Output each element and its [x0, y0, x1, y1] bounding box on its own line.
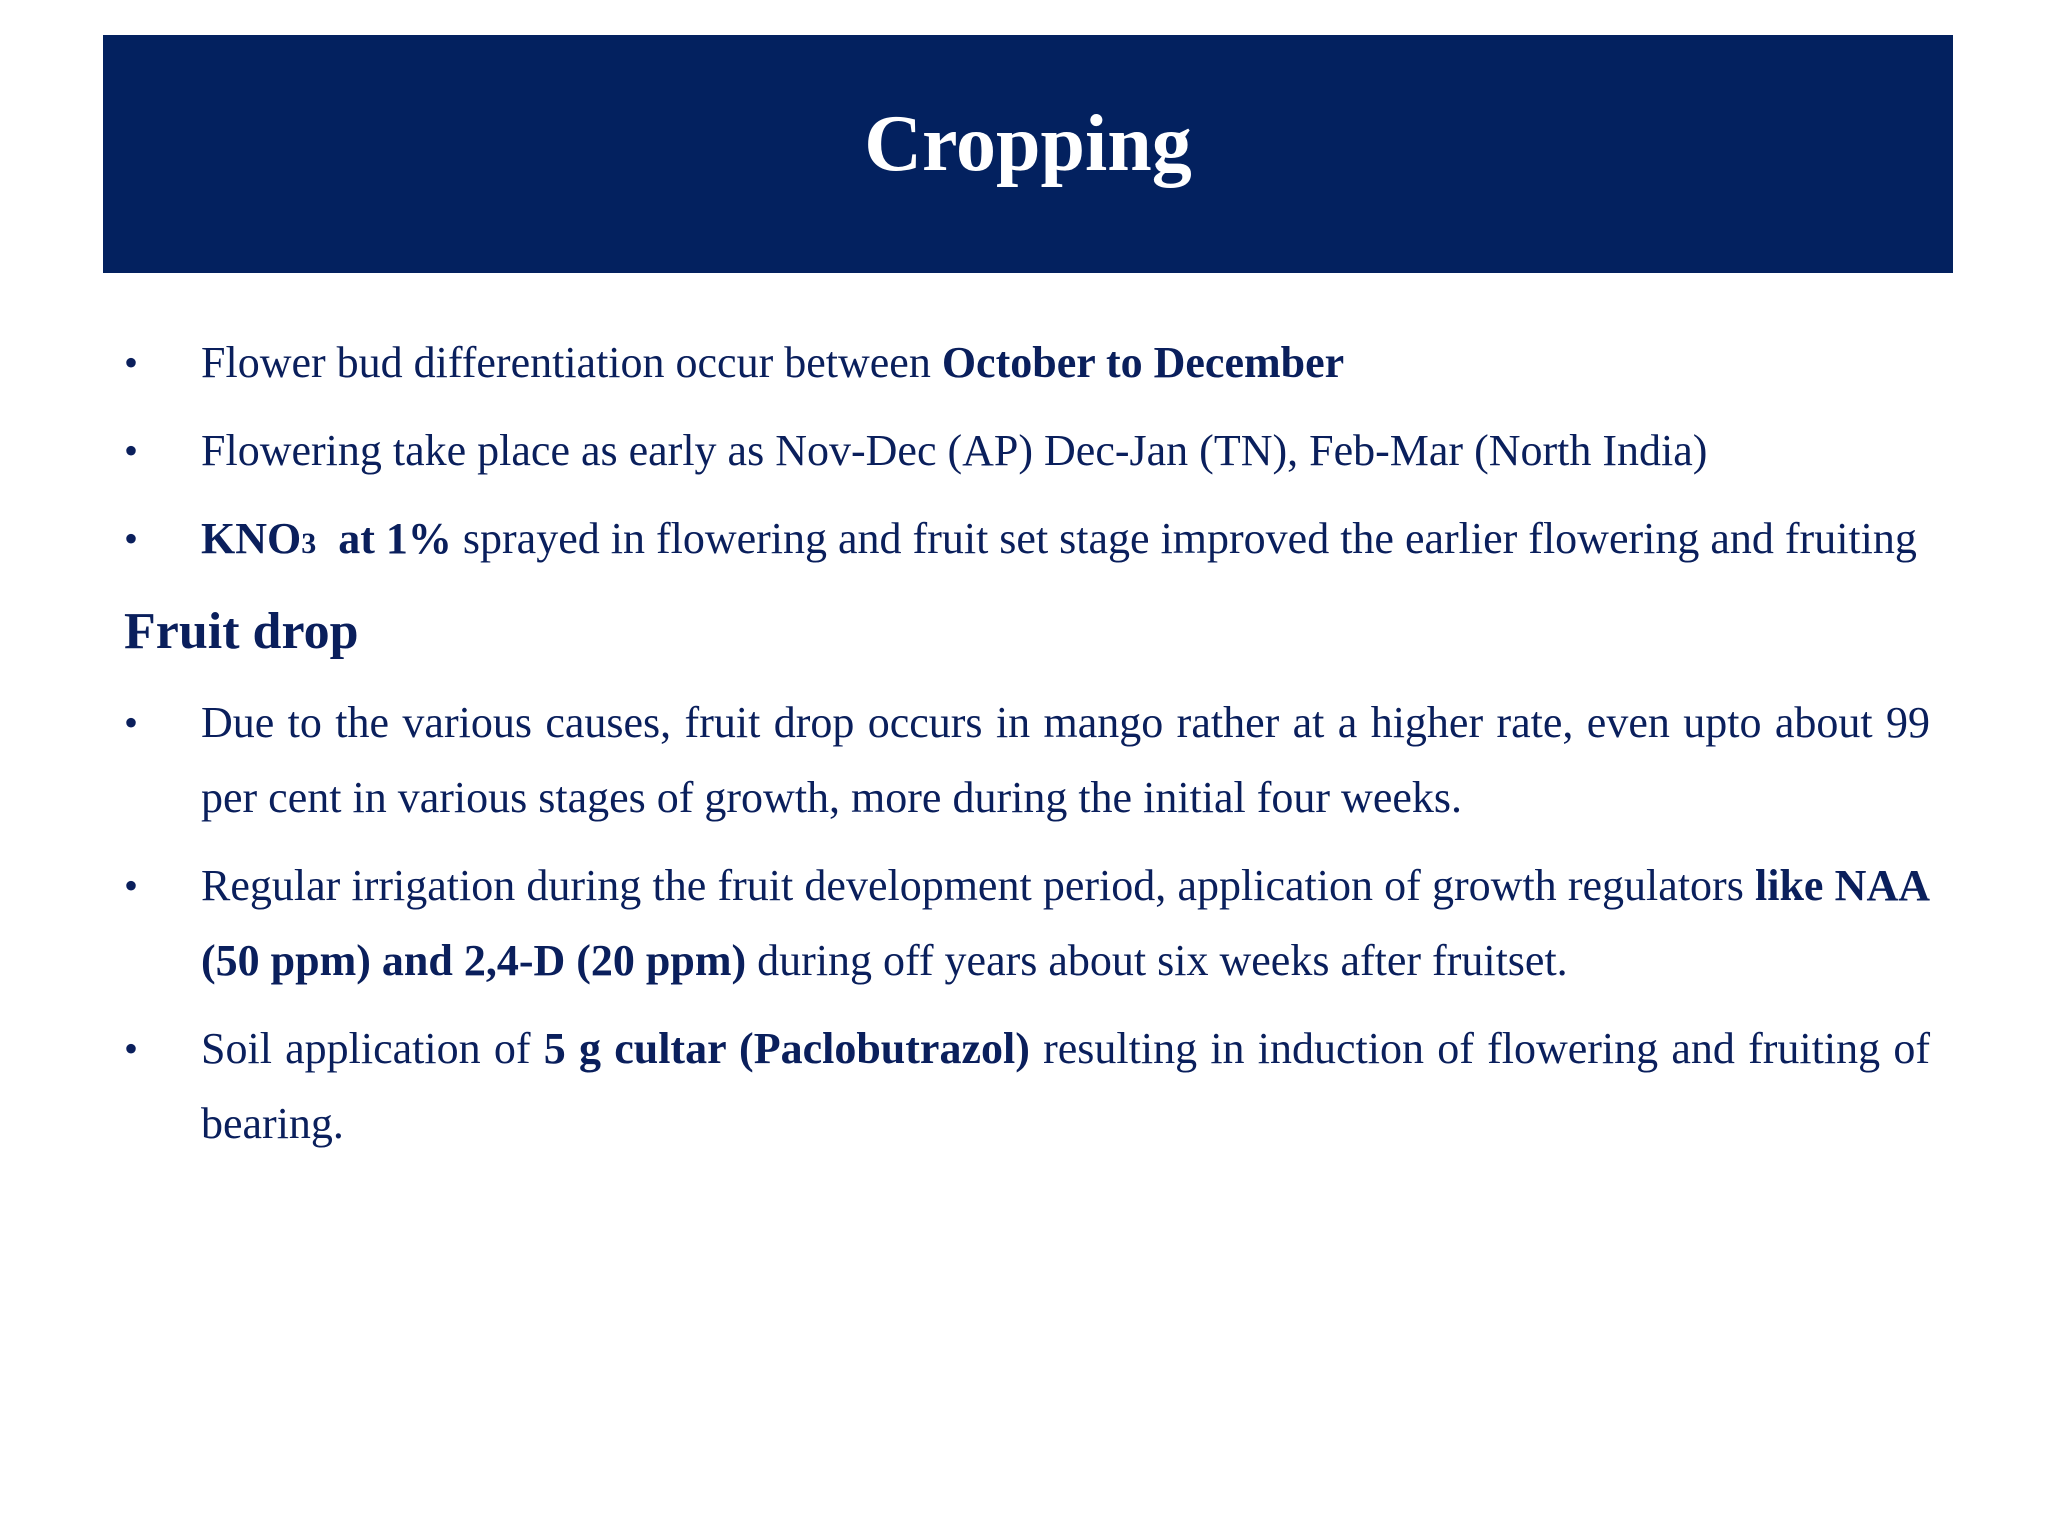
fruit-drop-bullet-3: [124, 1011, 1930, 1161]
slide-content: [124, 325, 1930, 1174]
bullet-text: Regular irrigation during the fruit development period, application of growth regulators: [201, 861, 1756, 910]
bullet-text: sprayed in flowering and fruit set stage improved the earlier flowering and fruiting: [451, 514, 1917, 563]
bullet-text: Flower bud differentiation occur between: [201, 338, 942, 387]
bullet-bold-text: 5 g cultar (Paclobutrazol): [543, 1024, 1030, 1073]
fruit-drop-bullet-2: [124, 848, 1930, 998]
cropping-bullet-2: [124, 413, 1930, 488]
bullet-bold-text: like NAA (50 ppm) and 2,4-D (20 ppm): [201, 861, 1930, 985]
concentration: at 1%: [338, 514, 452, 563]
fruit-drop-heading: Fruit drop: [124, 603, 359, 660]
title-bar: [103, 35, 1953, 273]
bullet-text: Due to the various causes, fruit drop occurs in mango rather at a higher rate, even upto about 99 per cent in various stages of growth, more during the initial four weeks.: [201, 698, 1930, 822]
formula-subscript: 3: [301, 527, 317, 560]
bullet-text: Soil application of: [201, 1024, 544, 1073]
cropping-list: [124, 325, 1930, 581]
bullet-text: Flowering take place as early as Nov-Dec (AP) Dec-Jan (TN), Feb-Mar (North India): [201, 426, 1708, 475]
cropping-bullet-3: [124, 501, 1930, 581]
chemical-formula: [201, 514, 452, 563]
formula-main: KNO: [201, 514, 302, 563]
slide-title: Cropping: [864, 100, 1192, 188]
fruit-drop-list: [124, 685, 1930, 1161]
bullet-text: during off years about six weeks after fruitset.: [746, 936, 1568, 985]
bullet-text: resulting in induction of flowering and fruiting of bearing.: [201, 1024, 1930, 1148]
fruit-drop-bullet-1: [124, 685, 1930, 835]
bullet-bold-text: October to December: [941, 338, 1345, 387]
cropping-bullet-1: [124, 325, 1930, 400]
